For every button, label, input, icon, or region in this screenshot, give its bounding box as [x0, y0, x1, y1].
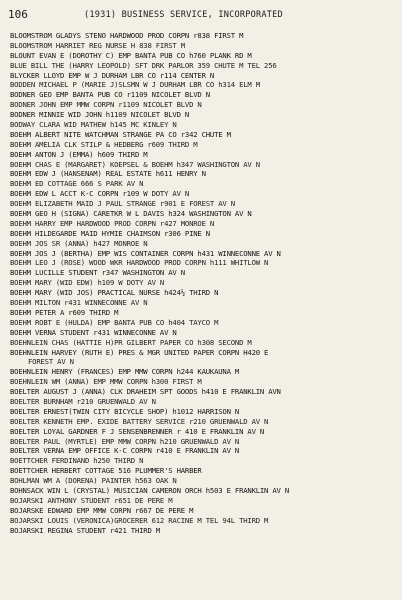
directory-entry: BOEHM MILTON r431 WINNECONNE AV N [10, 298, 148, 308]
directory-entry: BOELTER AUGUST J (ANNA) CLK DRAHEIM SPT GOODS h410 E FRANKLIN AVN [10, 387, 281, 397]
directory-entry: BOEHM ANTON J (EMMA) h609 THIRD M [10, 149, 148, 159]
directory-entry: BOEHM MARY (WID EDW) h109 W DOTY AV N [10, 278, 165, 288]
directory-entry: BOELTER VERNA EMP OFFICE K-C CORPN r410 E FRANKLIN AV N [10, 446, 240, 456]
directory-entry: BOEHM ALBERT NITE WATCHMAN STRANGE PA CO r342 CHUTE M [10, 129, 231, 139]
directory-entry: BOELTER KENNETH EMP. EXIDE BATTERY SERVICE r210 GRUENWALD AV N [10, 416, 269, 426]
directory-entry: BOETTCHER FERDINAND h250 THIRD N [10, 456, 144, 466]
directory-entry: BOJARSKI ANTHONY STUDENT r651 DE PERE M [10, 495, 173, 505]
directory-entry: BOEHM EDW J (HANSENAM) REAL ESTATE h611 HENRY N [10, 169, 206, 179]
directory-entry: BOEHM ELIZABETH MAID J PAUL STRANGE r901 E FOREST AV N [10, 199, 235, 209]
directory-entry: BODNER MINNIE WID JOHN h1109 NICOLET BLVD N [10, 110, 190, 120]
directory-entry: BODNER GEO EMP BANTA PUB CO r1109 NICOLET BLVD N [10, 90, 210, 100]
directory-entry: BOEHM EDW L ACCT K-C CORPN r109 W DOTY AV N [10, 189, 190, 199]
directory-entry: BLOUNT EVAN E (DOROTHY C) EMP BANTA PUB CO h760 PLANK RD M [10, 50, 252, 60]
directory-entry: BOELTER LOYAL GARDNER F J SENSENBRENNER r 410 E FRANKLIN AV N [10, 426, 265, 436]
directory-entry: BOEHNLEIN CHAS (HATTIE H)PR GILBERT PAPER CO h308 SECOND M [10, 337, 252, 347]
directory-entry: BOEHNLEIN HARVEY (RUTH E) PRES & MGR UNITED PAPER CORPN H420 E [10, 347, 269, 357]
directory-entry: BOELTER BURNHAM r210 GRUENWALD AV N [10, 396, 156, 406]
directory-entry: BOEHM ROBT E (HULDA) EMP BANTA PUB CO h404 TAYCO M [10, 317, 219, 327]
directory-entry: BLUE BILL THE (HARRY LEOPOLD) SFT DRK PARLOR 359 CHUTE M TEL 256 [10, 60, 277, 70]
directory-entry: BOEHM JOS J (BERTHA) EMP WIS CONTAINER CORPN h431 WINNECONNE AV N [10, 248, 281, 258]
directory-entry: BODDEN MICHAEL P (MARIE J)SLSMN W J DURHAM LBR CO h314 ELM M [10, 80, 260, 90]
directory-entry: BOELTER ERNEST(TWIN CITY BICYCLE SHOP) h1012 HARRISON N [10, 406, 240, 416]
directory-entry: BOEHM HILDEGARDE MAID HYMIE CHAIMSON r306 PINE N [10, 228, 210, 238]
directory-entry: BOJARSKI LOUIS (VERONICA)GROCERER 612 RACINE M TEL 94L THIRD M [10, 515, 269, 525]
directory-entry: BOEHM LEO J (ROSE) WOOD WKR HARDWOOD PROD CORPN h111 WHITLOW N [10, 258, 269, 268]
directory-entry: BOJARSKE EDWARD EMP MMW CORPN r667 DE PERE M [10, 505, 194, 515]
directory-entry: BODWAY CLARA WID MATHEW h145 MC KINLEY N [10, 120, 177, 130]
directory-entry: BLYCKER LLOYD EMP W J DURHAM LBR CO r114 CENTER N [10, 70, 215, 80]
directory-entry-continuation: FOREST AV N [28, 357, 74, 367]
directory-entry: BOEHM CHAS E (MARGARET) KOEPSEL & BOEHM h347 WASHINGTON AV N [10, 159, 260, 169]
directory-entry: BLOOMSTROM HARRIET REG NURSE H 838 FIRST M [10, 40, 185, 50]
directory-entry: BODNER JOHN EMP MMW CORPN r1109 NICOLET BLVD N [10, 100, 202, 110]
directory-entry: BOEHM JOS SR (ANNA) h427 MONROE N [10, 238, 148, 248]
directory-entry: BOEHM MARY (WID JOS) PRACTICAL NURSE h424½ THIRD N [10, 288, 219, 298]
directory-entry: BOEHM HARRY EMP HARDWOOD PROD CORPN r427 MONROE N [10, 218, 215, 228]
directory-entry: BOEHM LUCILLE STUDENT r347 WASHINGTON AV N [10, 268, 185, 278]
directory-entry: BOEHM VERNA STUDENT r431 WINNECONNE AV N [10, 327, 177, 337]
directory-entry: BOEHM PETER A r609 THIRD M [10, 307, 119, 317]
page-header [0, 6, 402, 24]
directory-entry: BOEHNLEIN WM (ANNA) EMP MMW CORPN h300 FIRST M [10, 377, 202, 387]
directory-entry: BOHLMAN WM A (DORENA) PAINTER h563 OAK N [10, 476, 177, 486]
directory-entry: BOJARSKI REGINA STUDENT r421 THIRD M [10, 525, 160, 535]
directory-entry: BOETTCHER HERBERT COTTAGE 516 PLUMMER'S HARBER [10, 466, 202, 476]
directory-entry: BOEHM ED COTTAGE 666 S PARK AV N [10, 179, 144, 189]
directory-entry: BLOOMSTROM GLADYS STENO HARDWOOD PROD CORPN r838 FIRST M [10, 31, 244, 40]
page-title: (1931) BUSINESS SERVICE, INCORPORATED [84, 10, 283, 20]
page-number: 106 [8, 8, 28, 21]
directory-entry: BOEHNLEIN HENRY (FRANCES) EMP MMW CORPN h244 KAUKAUNA M [10, 367, 240, 377]
directory-entry: BOHNSACK WIN L (CRYSTAL) MUSICIAN CAMERON ORCH h503 E FRANKLIN AV N [10, 485, 290, 495]
directory-entry: BOELTER PAUL (MYRTLE) EMP MMW CORPN h210 GRUENWALD AV N [10, 436, 240, 446]
directory-entry: BOEHM GEO H (SIGNA) CARETKR W L DAVIS h324 WASHINGTON AV N [10, 209, 252, 219]
directory-listing [10, 31, 399, 535]
directory-entry: BOEHM AMELIA CLK STILP & HEDBERG r609 THIRD M [10, 139, 198, 149]
